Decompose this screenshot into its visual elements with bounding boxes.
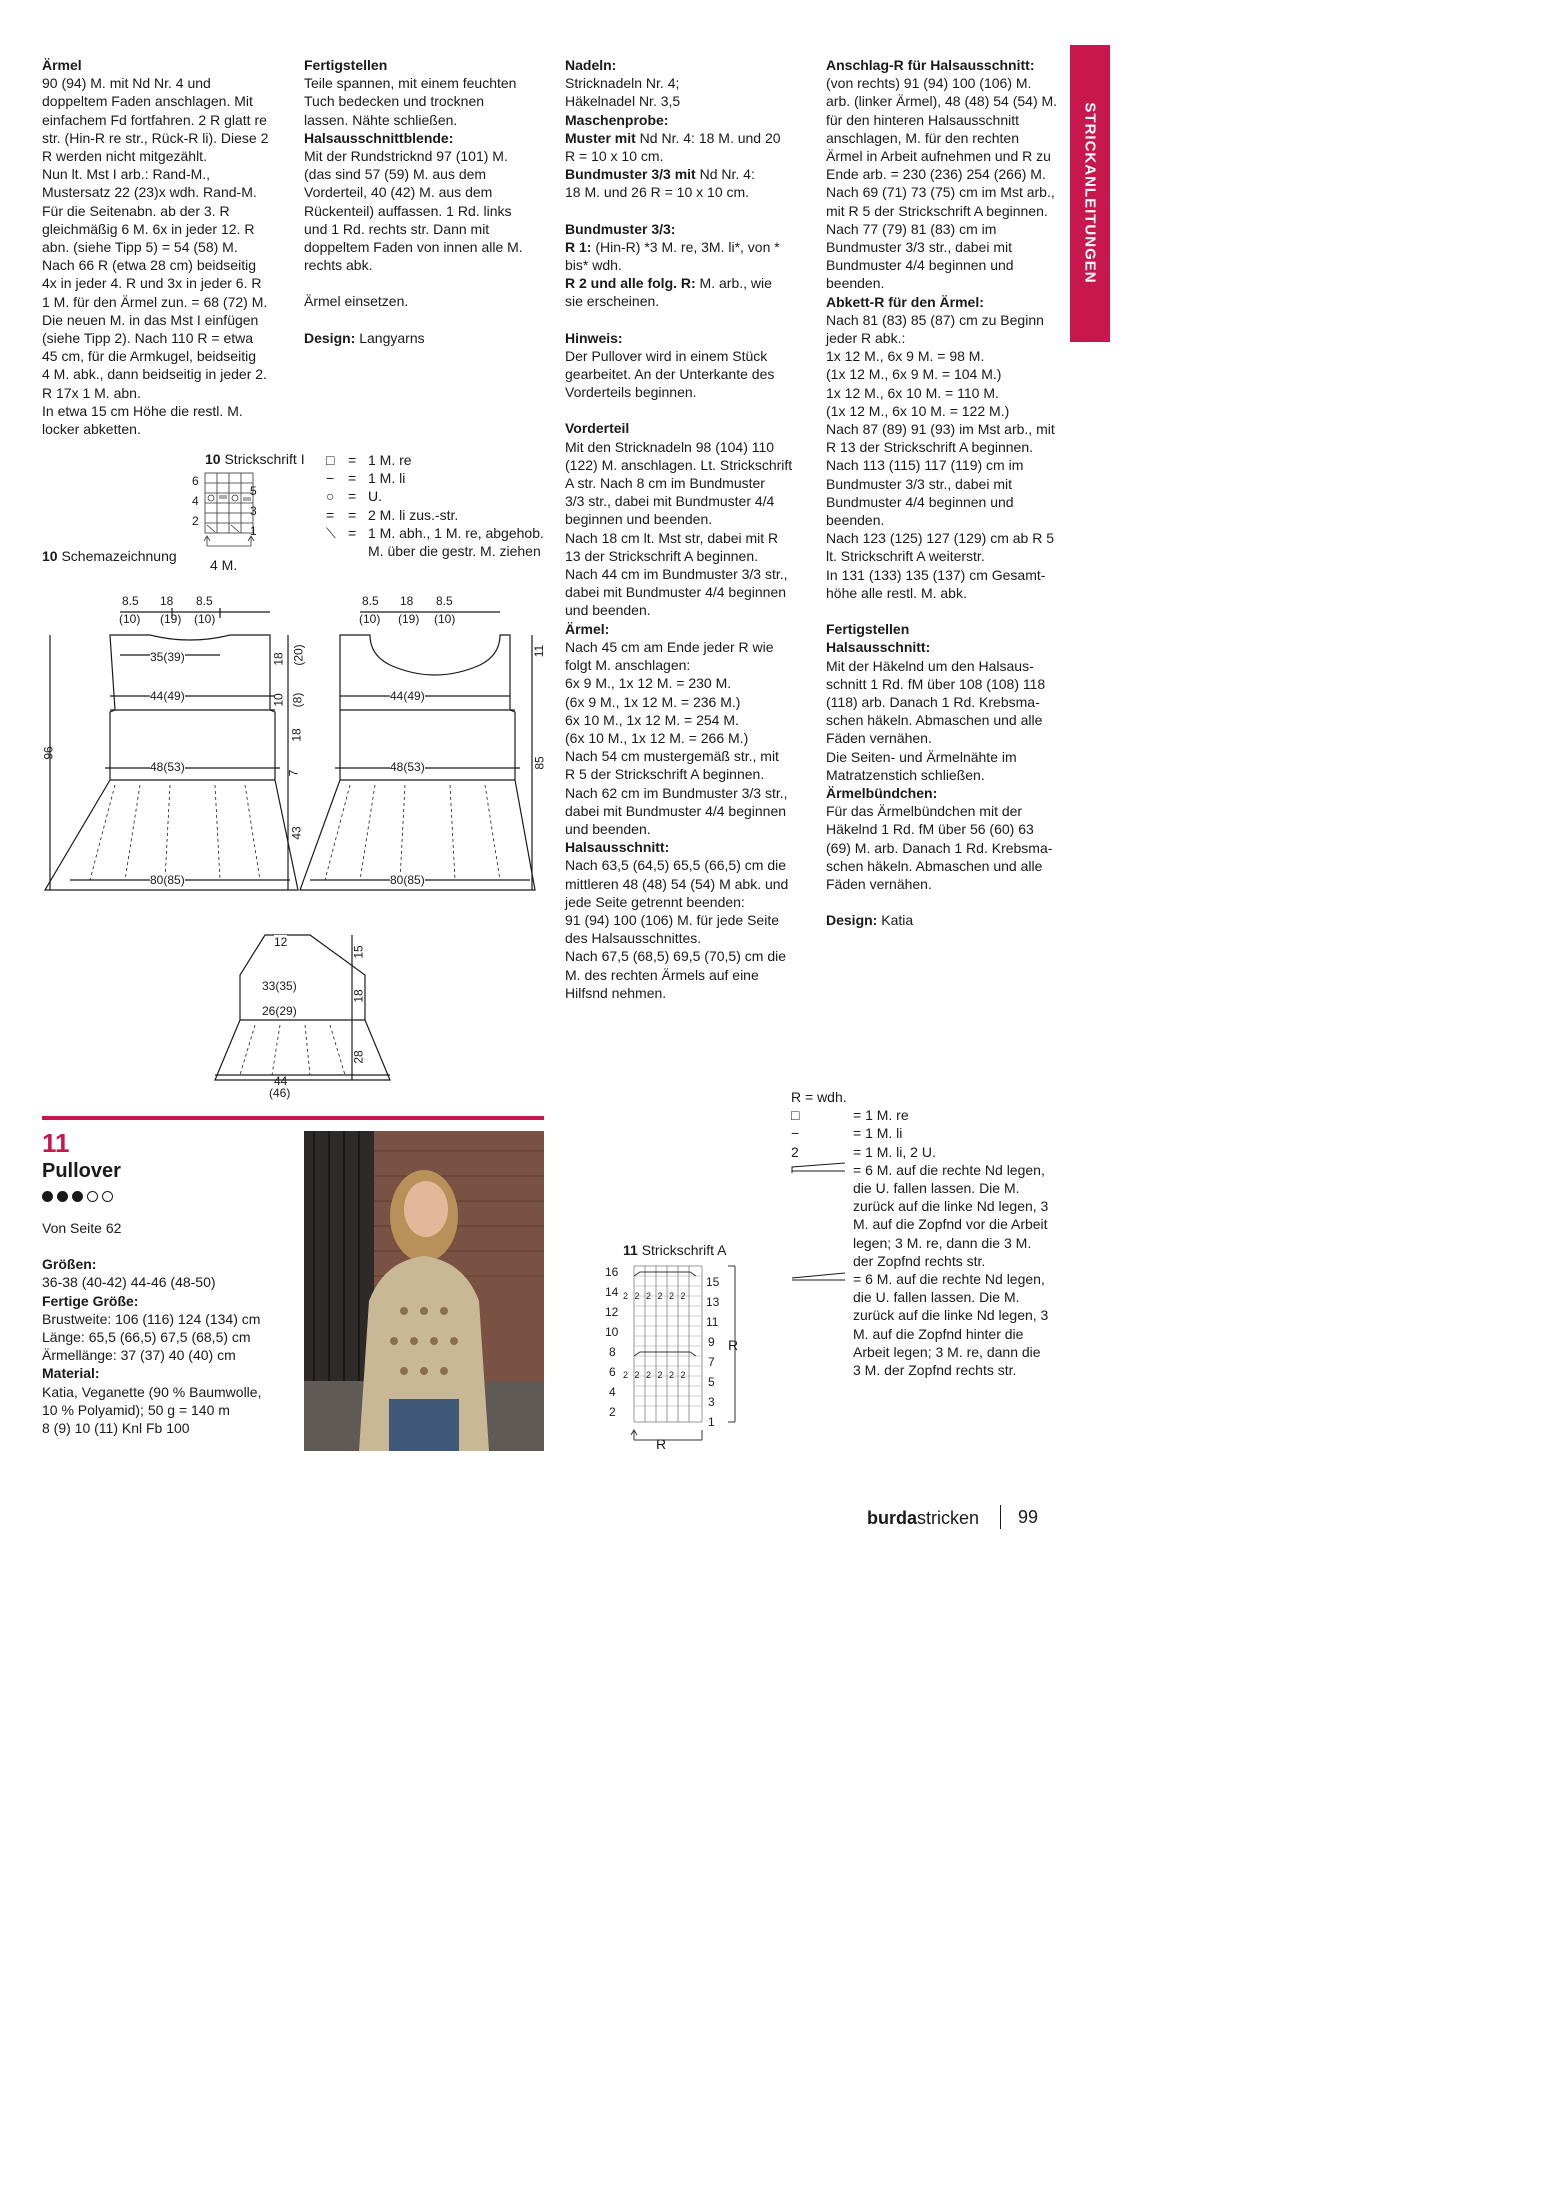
chart-a-row: 10 (605, 1325, 619, 1339)
front-top-mid-sub: (19) (398, 612, 420, 626)
sleeve-height-2: 18 (351, 989, 366, 1003)
text-groessen: 36-38 (40-42) 44-46 (48-50) (42, 1274, 216, 1291)
model-photo (304, 1131, 544, 1451)
difficulty-rating (42, 1191, 113, 1202)
text-nadeln: Stricknadeln Nr. 4; Häkelnadel Nr. 3,5 (565, 75, 681, 110)
chart-i-width: 4 M. (210, 557, 238, 573)
front-top-left-sub: (10) (359, 612, 381, 626)
heading-material: Material: (42, 1365, 100, 1382)
chart-a-label: Strickschrift A (637, 1242, 727, 1258)
text-material: Katia, Veganette (90 % Baumwolle, 10 % Polyamid); 50 g = 140 m 8 (9) 10 (11) Knl Fb 100 (42, 1383, 262, 1437)
chart-a-title (623, 1242, 727, 1258)
page-number: 99 (1018, 1507, 1039, 1527)
chart-i-row-2: 2 (192, 514, 199, 528)
text-fertigstellen: Teile spannen, mit einem feuchten Tuch bedecken und trocknen lassen. Nähte schließen. (304, 75, 517, 128)
chart-a-twos-bottom: 2 2 2 2 2 2 (623, 1370, 688, 1380)
vert-dim-1: 18 (271, 652, 286, 666)
legend-i-sym: ⟍ (326, 524, 336, 541)
design-credit (304, 329, 554, 347)
legend-a-sym: 2 (791, 1143, 799, 1160)
design-value: Langyarns (355, 329, 425, 346)
brand-light: stricken (917, 1508, 980, 1528)
bold-bundmuster-mit: Bundmuster 3/3 mit (565, 166, 696, 183)
column-instructions-11b (826, 56, 1071, 929)
difficulty-dot (42, 1191, 53, 1202)
text-fertige-groesse: Brustweite: 106 (116) 124 (134) cm Länge: 65,5 (66,5) 67,5 (68,5) cm Ärmellänge: 37 (37) 40 (40) cm (42, 1310, 261, 1364)
legend-a-sym: □ (791, 1107, 800, 1124)
text-anschlag: (von rechts) 91 (94) 100 (106) M. arb. (linker Ärmel), 48 (48) 54 (54) M. für den hinteren Halsausschnitt anschlagen, M. für den rechten Ärmel in Arbeit aufnehmen und R zu Ende arb. = 230 (236) 254 (266) M. Nach 69 (71) 73 (75) cm im Mst arb., mit R 5 der Strickschrift A beginnen. Nach 77 (79) 81 (83) cm im Bundmuster 3/3 str., dabei mit Bundmuster 4/4 beginnen und beenden. (826, 75, 1058, 292)
difficulty-dot (102, 1191, 113, 1202)
bold-r1: R 1: (565, 238, 592, 255)
chart-a-row: 12 (605, 1305, 619, 1319)
chart-i-row-1: 1 (250, 524, 257, 538)
text-r2: M. arb., wie sie erscheinen. (565, 275, 772, 310)
text-r1: (Hin-R) *3 M. re, 3M. li*, von * bis* wdh. (565, 238, 780, 274)
chart-a-row: 8 (609, 1345, 616, 1359)
chart-a-row: 13 (706, 1295, 720, 1309)
back-width-4: 80(85) (150, 873, 185, 887)
text-mp1: Nd Nr. 4: 18 M. und 20 R = 10 x 10 cm. (565, 129, 781, 165)
sleeve-width-3b: (46) (269, 1086, 291, 1100)
front-height-main: 85 (532, 756, 547, 770)
chart-a-number: 11 (623, 1242, 638, 1258)
sleeve-width-2: 26(29) (262, 1004, 297, 1018)
schema-title (42, 548, 177, 564)
legend-a-row (791, 1124, 1081, 1142)
legend-a-title: R = wdh. (791, 1089, 847, 1105)
bold-r2: R 2 und alle folg. R: (565, 275, 696, 292)
vert-dim-2b: (8) (290, 692, 305, 708)
legend-a-row (791, 1161, 1081, 1270)
sleeve-width-top: 12 (274, 935, 288, 949)
design-label-11: Design: (826, 912, 878, 929)
legend-i-row: ⟍ = 1 M. abh., 1 M. re, abgehob. M. über die gestr. M. ziehen (326, 524, 544, 560)
back-top-right: 8.5 (196, 594, 213, 608)
sleeve-width-3: 44 (274, 1074, 288, 1088)
back-top-mid-sub: (19) (160, 612, 182, 626)
heading-nadeln: Nadeln: (565, 57, 617, 73)
section-divider (42, 1116, 544, 1120)
text-halsausschnittblende: Mit der Rundstricknd 97 (101) M. (das sind 57 (59) M. aus dem Vorderteil, 40 (42) M. aus dem Rückenteil) auffassen. 1 Rd. links und 1 Rd. rechts str. Dann mit doppeltem Faden von innen alle M. rechts abk. (304, 148, 523, 274)
legend-i-row: ○ = U. (326, 488, 382, 505)
difficulty-dot (57, 1191, 68, 1202)
chart-a-row: 16 (605, 1265, 619, 1279)
heading-fertigstellen-11: Fertigstellen (826, 621, 910, 638)
heading-aermel: Ärmel (42, 57, 82, 73)
legend-a-text: = 1 M. re (853, 1107, 909, 1124)
heading-anschlag: Anschlag-R für Halsausschnitt: (826, 57, 1035, 73)
column-instructions-11 (565, 56, 815, 1002)
chart-a-row: 5 (708, 1375, 715, 1389)
section-number: 11 (42, 1128, 70, 1158)
schema-label: Schemazeichnung (57, 548, 177, 564)
legend-i-row: = = 2 M. li zus.-str. (326, 506, 459, 523)
text-aermel: 90 (94) M. mit Nd Nr. 4 und doppeltem Faden anschlagen. Mit einfachem Fd fortfahren. 2 R glatt re str. (Hin-R re str., Rück-R li). Diese 2 R werden nicht mitgezählt. Nun lt. Mst I arb.: Rand-M., Mustersatz 22 (23)x wdh. Rand-M. Für die Seitenabn. ab der 3. R gleichmäßig 6 M. 6x in jeder 12. R abn. (siehe Tipp 5) = 54 (58) M. Nach 66 R (etwa 28 cm) beidseitig 4x in jeder 4. R und 3x in jeder 6. R 1 M. für den Ärmel zun. = 68 (72) M. Die neuen M. in das Mst I einfügen (siehe Tipp 2). Nach 110 R = etwa 45 cm, für die Armkugel, beidseitig 4 M. abk., dann beidseitig in jeder 2. R 17x 1 M. abn. In etwa 15 cm Höhe die restl. M. locker abketten. (42, 75, 269, 438)
legend-chart-a (791, 1088, 1081, 1379)
legend-i-row: − = 1 M. li (326, 470, 406, 487)
pattern-info (42, 1219, 297, 1437)
design-label: Design: (304, 329, 356, 346)
heading-fertige-groesse: Fertige Größe: (42, 1292, 139, 1309)
text-aermel-einsetzen: Ärmel einsetzen. (304, 293, 409, 310)
photo-illustration (304, 1131, 544, 1451)
sleeve-width-1: 33(35) (262, 979, 297, 993)
text-mp2: Nd Nr. 4: 18 M. und 26 R = 10 x 10 cm. (565, 166, 755, 201)
chart-a-row: 11 (706, 1315, 719, 1329)
chart-a-repeat-right: R (728, 1337, 739, 1353)
legend-a-row (791, 1143, 1081, 1161)
vert-dim-3: 18 (289, 728, 304, 742)
cable-right-icon (791, 1161, 853, 1270)
heading-halsausschnitt: Halsausschnitt: (565, 839, 670, 856)
back-width-3: 48(53) (150, 760, 185, 774)
back-width-2: 44(49) (150, 689, 185, 703)
legend-i-sym: ○ (326, 488, 335, 505)
legend-a-sym: − (791, 1125, 800, 1142)
cable-left-icon (791, 1270, 853, 1379)
text-hinweis: Der Pullover wird in einem Stück gearbeitet. An der Unterkante des Vorderteils beginnen. (565, 347, 775, 401)
difficulty-dot (72, 1191, 83, 1202)
heading-vorderteil: Vorderteil (565, 420, 630, 437)
chart-i-row-5: 5 (250, 484, 257, 498)
legend-i-sym: = (326, 506, 335, 523)
legend-i-row: □ = 1 M. re (326, 452, 412, 468)
text-halsausschnitt-11: Mit der Häkelnd um den Halsaus- schnitt 1 Rd. fM über 108 (108) 118 (118) arb. Danach 1 Rd. Krebsma- schen häkeln. Abmaschen und alle Fäden vernähen. Die Seiten- und Ärmelnähte im Matratzenstich schließen. (826, 657, 1046, 783)
text-bund-r2 (565, 274, 815, 310)
design-value-11: Katia (877, 912, 914, 929)
front-top-right-sub: (10) (434, 612, 456, 626)
text-vorderteil: Mit den Stricknadeln 98 (104) 110 (122) M. anschlagen. Lt. Strickschrift A str. Nach 8 cm im Bundmuster 3/3 str., dabei mit Bundmuster 4/4 beginnen und beenden. Nach 18 cm lt. Mst str, dabei mit R 13 der Strickschrift A beginnen. Nach 44 cm im Bundmuster 3/3 str., dabei mit Bundmuster 4/4 beginnen und beenden. (565, 438, 793, 619)
heading-abkett: Abkett-R für den Ärmel: (826, 293, 984, 310)
back-height: 96 (41, 746, 56, 760)
chart-a-row: 9 (708, 1335, 715, 1349)
chart-i-row-6: 6 (192, 474, 199, 488)
legend-i-text: 2 M. li zus.-str. (368, 506, 459, 523)
design-credit-11 (826, 911, 1071, 929)
heading-maschenprobe: Maschenprobe: (565, 111, 669, 128)
chart-a-row: 14 (605, 1285, 619, 1299)
chart-a-twos-top: 2 2 2 2 2 2 (623, 1291, 688, 1301)
legend-a-text: = 6 M. auf die rechte Nd legen, die U. fallen lassen. Die M. zurück auf die linke Nd legen, 3 M. auf die Zopfnd vor die Arbeit legen; 3 M. re, dann die 3 M. der Zopfnd rechts str. (853, 1161, 1049, 1269)
legend-i-text: 1 M. abh., 1 M. re, abgehob. M. über die gestr. M. ziehen (368, 524, 544, 560)
difficulty-dot (87, 1191, 98, 1202)
legend-a-text: = 6 M. auf die rechte Nd legen, die U. fallen lassen. Die M. zurück auf die linke Nd legen, 3 M. auf die Zopfnd hinter die Arbeit legen; 3 M. re, dann die 3 M. der Zopfnd rechts str. (853, 1271, 1049, 1379)
front-height-top: 11 (532, 644, 547, 658)
text-maschenprobe-2 (565, 165, 815, 201)
chart-a-row: 4 (609, 1385, 616, 1399)
from-page: Von Seite 62 (42, 1220, 122, 1236)
chart-a-row: 7 (708, 1355, 715, 1369)
legend-a-row (791, 1270, 1081, 1379)
legend-a-row (791, 1106, 1081, 1124)
legend-i-text: U. (368, 488, 382, 505)
sleeve-height-3: 28 (351, 1050, 366, 1064)
chart-a-repeat-bottom: R (656, 1436, 667, 1452)
chart-i-title (205, 451, 305, 467)
chart-i-row-4: 4 (192, 494, 199, 508)
text-aermelbuendchen: Für das Ärmelbündchen mit der Häkelnd 1 Rd. fM über 56 (60) 63 (69) M. arb. Danach 1 Rd. Krebsma- schen häkeln. Abmaschen und alle Fäden vernähen. (826, 803, 1053, 892)
legend-a-text: = 1 M. li (853, 1125, 903, 1142)
footer-brand (867, 1508, 979, 1529)
vert-dim-4: 7 (286, 769, 301, 777)
heading-bundmuster: Bundmuster 3/3: (565, 220, 676, 237)
legend-i-text: 1 M. re (368, 452, 412, 468)
heading-groessen: Größen: (42, 1256, 97, 1273)
front-top-left: 8.5 (362, 594, 379, 608)
chart-a-row: 15 (706, 1275, 720, 1289)
heading-halsausschnitt-11: Halsausschnitt: (826, 639, 931, 656)
chart-a-row: 3 (708, 1395, 715, 1409)
front-top-right: 8.5 (436, 594, 453, 608)
section-tab (1070, 45, 1110, 342)
legend-a-text: = 1 M. li, 2 U. (853, 1143, 936, 1160)
front-width-2: 44(49) (390, 689, 425, 703)
back-top-left-sub: (10) (119, 612, 141, 626)
heading-halsausschnittblende: Halsausschnittblende: (304, 129, 454, 146)
legend-i-sym: □ (326, 452, 335, 468)
chart-a-row: 2 (609, 1405, 616, 1419)
footer-separator (1000, 1505, 1001, 1529)
text-halsausschnitt: Nach 63,5 (64,5) 65,5 (66,5) cm die mittleren 48 (48) 54 (54) M abk. und jede Seite getrennt beenden: 91 (94) 100 (106) M. für jede Seite des Halsausschnittes. Nach 67,5 (68,5) 69,5 (70,5) cm die M. des rechten Ärmels auf eine Hilfsnd nehmen. (565, 857, 789, 1001)
heading-aermel-11: Ärmel: (565, 620, 610, 637)
text-aermel-11: Nach 45 cm am Ende jeder R wie folgt M. anschlagen: 6x 9 M., 1x 12 M. = 230 M. (6x 9 M., 1x 12 M. = 236 M.) 6x 10 M., 1x 12 M. = 254 M. (6x 10 M., 1x 12 M. = 266 M.) Nach 54 cm mustergemäß str., mit R 5 der Strickschrift A beginnen. Nach 62 cm im Bundmuster 3/3 str., dabei mit Bundmuster 4/4 beginnen und beenden. (565, 638, 788, 837)
vert-dim-2: 10 (271, 693, 286, 707)
heading-aermelbuendchen: Ärmelbündchen: (826, 784, 938, 801)
chart-i-label: Strickschrift I (220, 451, 305, 467)
column-aermel (42, 56, 292, 438)
sleeve-height-1: 15 (351, 945, 366, 959)
text-bund-r1 (565, 238, 815, 274)
schema-number: 10 (42, 548, 58, 564)
legend-i-sym: − (326, 470, 335, 487)
legend-chart-i (326, 451, 544, 560)
legend-i-text: 1 M. li (368, 470, 406, 487)
vert-dim-1b: (20) (291, 644, 306, 666)
chart-i-number: 10 (205, 451, 221, 467)
back-top-mid: 18 (160, 594, 174, 608)
vert-dim-5: 43 (289, 826, 304, 840)
chart-a-row: 1 (708, 1415, 715, 1429)
brand-bold: burda (867, 1508, 918, 1528)
chart-i-row-3: 3 (250, 504, 257, 518)
front-width-4: 80(85) (390, 873, 425, 887)
back-width-1: 35(39) (150, 650, 185, 664)
front-width-3: 48(53) (390, 760, 425, 774)
heading-fertigstellen: Fertigstellen (304, 57, 388, 73)
back-top-right-sub: (10) (194, 612, 216, 626)
schematic-drawing (40, 590, 570, 1110)
column-fertigstellen (304, 56, 554, 347)
heading-hinweis: Hinweis: (565, 329, 623, 346)
bold-muster-mit: Muster mit (565, 129, 636, 146)
text-abkett: Nach 81 (83) 85 (87) cm zu Beginn jeder R abk.: 1x 12 M., 6x 9 M. = 98 M. (1x 12 M., 6x 9 M. = 104 M.) 1x 12 M., 6x 10 M. = 110 M. (1x 12 M., 6x 10 M. = 122 M.) Nach 87 (89) 91 (93) im Mst arb., mit R 13 der Strickschrift A beginnen. Nach 113 (115) 117 (119) cm im Bundmuster 3/3 str., dabei mit Bundmuster 4/4 beginnen und beenden. Nach 123 (125) 127 (129) cm ab R 5 lt. Strickschrift A weiterstr. In 131 (133) 135 (137) cm Gesamt- höhe alle restl. M. abk. (826, 311, 1055, 601)
section-title: Pullover (42, 1160, 121, 1182)
back-top-left: 8.5 (122, 594, 139, 608)
chart-a-row: 6 (609, 1365, 616, 1379)
front-top-mid: 18 (400, 594, 414, 608)
text-maschenprobe-1 (565, 129, 815, 165)
section-tab-label: STRICKANLEITUNGEN (1081, 102, 1099, 284)
